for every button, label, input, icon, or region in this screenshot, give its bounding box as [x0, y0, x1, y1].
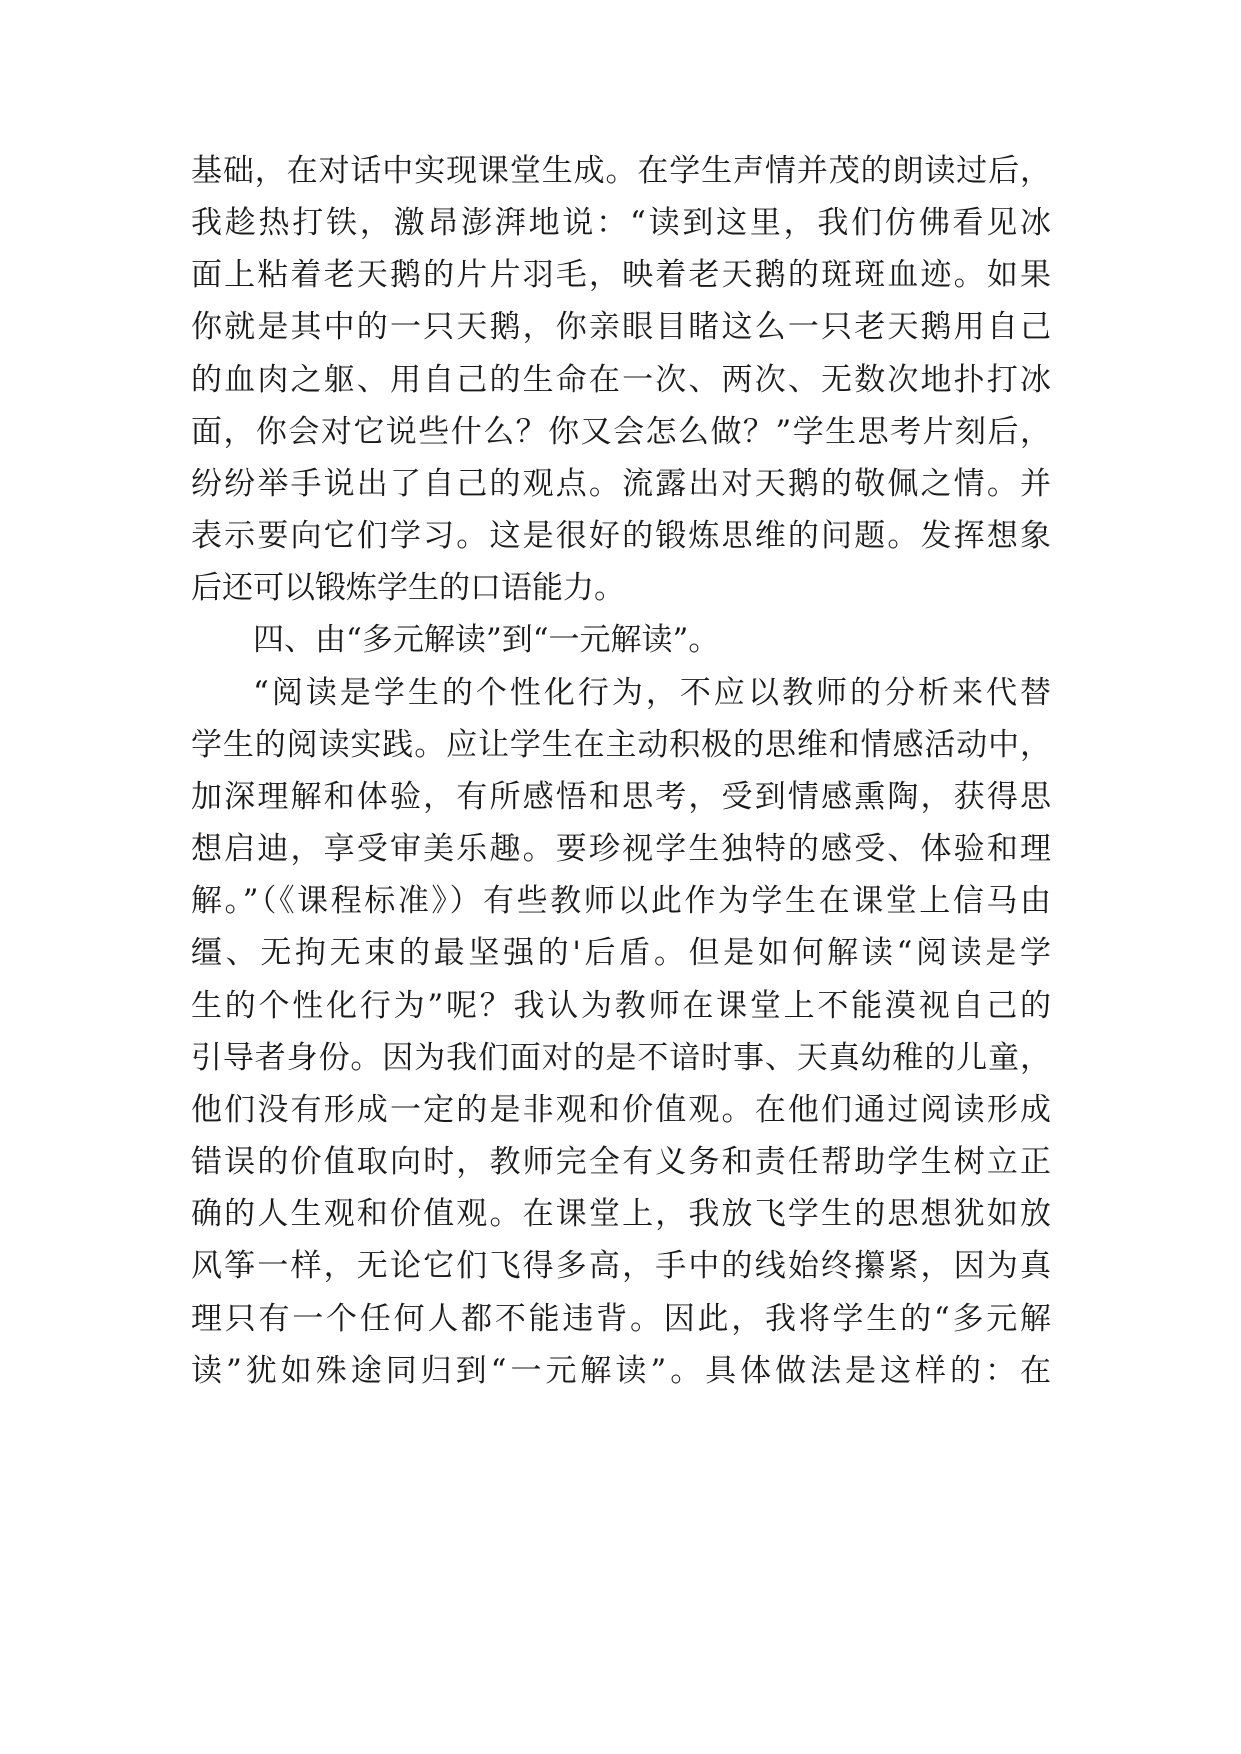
- text-line: 的血肉之躯、用自己的生命在一次、两次、无数次地扑打冰: [191, 362, 1051, 398]
- text-line: 理只有一个任何人都不能违背。因此，我将学生的“多元解: [191, 1301, 1051, 1337]
- text-line: 基础，在对话中实现课堂生成。在学生声情并茂的朗读过后，: [191, 153, 1051, 189]
- text-line: 缰、无拘无束的最坚强的'后盾。但是如何解读“阅读是学: [191, 935, 1051, 971]
- text-line: 后还可以锻炼学生的口语能力。: [191, 570, 625, 606]
- text-line: “阅读是学生的个性化行为，不应以教师的分析来代替: [253, 675, 1051, 711]
- text-line: 表示要向它们学习。这是很好的锻炼思维的问题。发挥想象: [191, 518, 1051, 554]
- text-line: 面，你会对它说些什么？你又会怎么做？”学生思考片刻后，: [191, 414, 1051, 450]
- text-line: 我趁热打铁，激昂澎湃地说：“读到这里，我们仿佛看见冰: [191, 205, 1051, 241]
- text-line: 想启迪，享受审美乐趣。要珍视学生独特的感受、体验和理: [191, 831, 1051, 867]
- text-line: 生的个性化行为”呢？我认为教师在课堂上不能漠视自己的: [191, 988, 1051, 1024]
- text-line: 风筝一样，无论它们飞得多高，手中的线始终攥紧，因为真: [191, 1248, 1051, 1284]
- text-line: 解。”（《课程标准》）有些教师以此作为学生在课堂上信马由: [191, 883, 1051, 919]
- text-line: 引导者身份。因为我们面对的是不谙时事、天真幼稚的儿童，: [191, 1040, 1051, 1076]
- text-line: 你就是其中的一只天鹅，你亲眼目睹这么一只老天鹅用自己: [191, 309, 1051, 345]
- text-line: 错误的价值取向时，教师完全有义务和责任帮助学生树立正: [191, 1144, 1051, 1180]
- section-heading: 四、由“多元解读”到“一元解读”。: [253, 622, 720, 658]
- text-line: 读”犹如殊途同归到“一元解读”。具体做法是这样的：在: [191, 1353, 1051, 1389]
- text-line: 面上粘着老天鹅的片片羽毛，映着老天鹅的斑斑血迹。如果: [191, 257, 1051, 293]
- text-line: 纷纷举手说出了自己的观点。流露出对天鹅的敬佩之情。并: [191, 466, 1051, 502]
- text-line: 他们没有形成一定的是非观和价值观。在他们通过阅读形成: [191, 1092, 1051, 1128]
- text-line: 学生的阅读实践。应让学生在主动积极的思维和情感活动中，: [191, 727, 1051, 763]
- text-line: 加深理解和体验，有所感悟和思考，受到情感熏陶，获得思: [191, 779, 1051, 815]
- text-line: 确的人生观和价值观。在课堂上，我放飞学生的思想犹如放: [191, 1196, 1051, 1232]
